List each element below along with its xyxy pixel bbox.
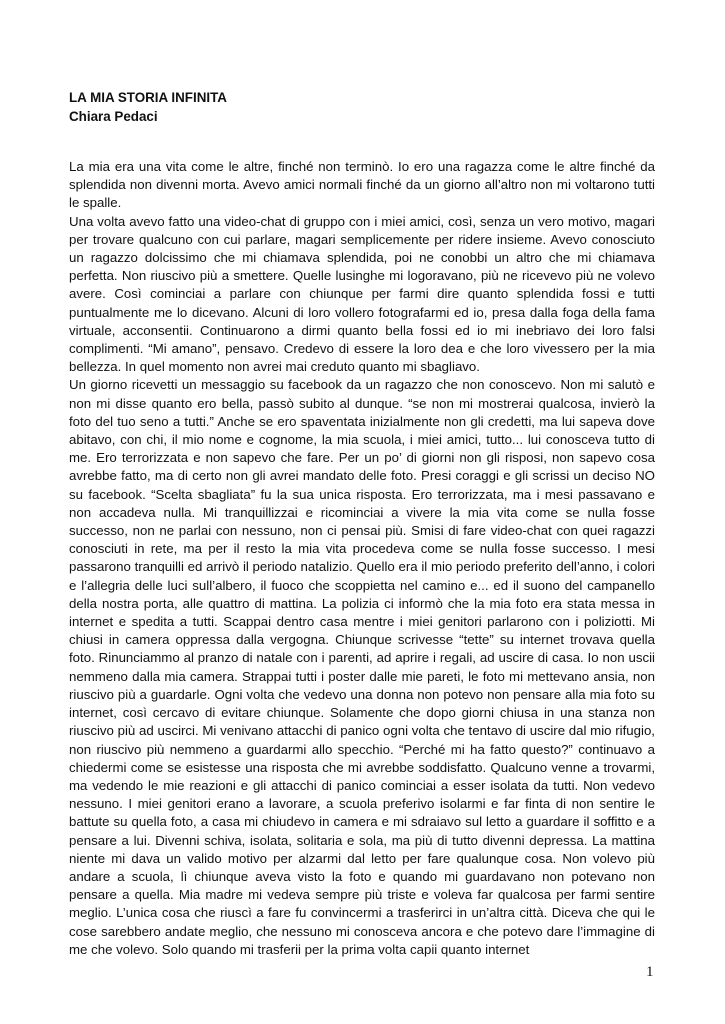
paragraph: Una volta avevo fatto una video-chat di gruppo con i miei amici, così, senza un vero motivo, magari per trovare qualcuno con cui parlare, magari semplicemente per ridere insieme. Avevo conosciuto un ragazzo dolcissimo che mi chiamava splendida, poi ne conobbi un altro che mi chiamava perfetta. Non riuscivo più a smettere. Quelle lusinghe mi logoravano, più ne ricevevo più ne volevo avere. Così cominciai a parlare con chiunque per farmi dire quanto splendida fossi e tutti puntualmente me lo dicevano. Alcuni di loro vollero fotografarmi ed io, presa dalla foga della fama virtuale, acconsentii. Continuarono a dirmi quanto bella fossi ed io mi inebriavo dei loro falsi complimenti. “Mi amano”, pensavo. Credevo di essere la loro dea e che loro vivessero per la mia bellezza. In quel momento non avrei mai creduto quanto mi sbagliavo.: [69, 213, 655, 375]
page-number: 1: [646, 964, 654, 980]
document-body: [69, 158, 655, 959]
paragraph: La mia era una vita come le altre, finché non terminò. Io ero una ragazza come le altre finché da splendida non divenni morta. Avevo amici normali finché da un giorno all’altro non mi voltarono tutti le spalle.: [69, 159, 655, 211]
paragraph: Un giorno ricevetti un messaggio su facebook da un ragazzo che non conoscevo. Non mi salutò e non mi disse quanto ero bella, passò subito al dunque. “se non mi mostrerai qualcosa, invierò la foto del tuo seno a tutti.” Anche se ero spaventata inizialmente non gli credetti, ma lui sapeva dove abitavo, con chi, il mio nome e cognome, la mia scuola, i miei amici, tutto... lui conosceva tutto di me. Ero terrorizzata e non sapevo che fare. Per un po’ di giorni non gli risposi, non sapevo cosa avrebbe fatto, ma di certo non gli avrei mandato delle foto. Presi coraggi e gli scrissi un deciso NO su facebook. “Scelta sbagliata” fu la sua unica risposta. Ero terrorizzata, ma i mesi passavano e non accadeva nulla. Mi tranquillizzai e ricominciai a vivere la mia vita come se nulla fosse successo, non ne parlai con nessuno, non ci pensai più. Smisi di fare video-chat con quei ragazzi conosciuti in rete, ma per il resto la mia vita procedeva come se nulla fosse successo. I mesi passarono tranquilli ed arrivò il periodo natalizio. Quello era il mio periodo preferito dell’anno, i colori e l’allegria delle luci sull’albero, il fuoco che scoppietta nel camino e... ed il suono del campanello della nostra porta, alle quattro di mattina. La polizia ci informò che la mia foto era stata messa in internet e spedita a tutti. Scappai dentro casa mentre i miei genitori parlarono con i poliziotti. Mi chiusi in camera oppressa dalla vergogna. Chiunque scrivesse “tette” su internet trovava quella foto. Rinunciammo al pranzo di natale con i parenti, ad aprire i regali, ad uscire di casa. Io non uscii nemmeno dalla mia camera. Strappai tutti i poster dalle mie pareti, le foto mi mettevano ansia, non riuscivo più a guardarle. Ogni volta che vedevo una donna non potevo non pensare alla mia foto su internet, così cercavo di evitare chiunque. Solamente che dopo giorni chiusa in una stanza non riuscivo più ad uscirci. Mi venivano attacchi di panico ogni volta che tentavo di uscire dal mio rifugio, non riuscivo più nemmeno a guardarmi allo specchio. “Perché mi ha fatto questo?” continuavo a chiedermi come se esistesse una risposta che mi avrebbe soddisfatto. Qualcuno venne a trovarmi, ma vedendo le mie reazioni e gli attacchi di panico cominciai a esser isolata da tutti. Non vedevo nessuno. I miei genitori erano a lavorare, a scuola preferivo isolarmi e far finta di non sentire le battute su quella foto, a casa mi chiudevo in camera e mi sdraiavo sul letto a guardare il soffitto e a pensare a lui. Divenni schiva, isolata, solitaria e sola, ma più di tutto divenni depressa. La mattina niente mi dava un valido motivo per alzarmi dal letto per fare qualunque cosa. Non volevo più andare a scuola, lì chiunque aveva visto la foto e quando mi guardavano non potevano non pensare a quella. Mia madre mi vedeva sempre più triste e voleva far qualcosa per farmi sentire meglio. L’unica cosa che riuscì a fare fu convincermi a trasferirci in un’altra città. Diceva che qui le cose sarebbero andate meglio, che nessuno mi conosceva ancora e che potevo dare l’immagine di me che volevo. Solo quando mi trasferii per la prima volta capii quanto internet: [69, 377, 655, 957]
document-title: LA MIA STORIA INFINITA: [69, 90, 227, 105]
document-header: [69, 88, 227, 126]
document-author: Chiara Pedaci: [69, 109, 158, 124]
